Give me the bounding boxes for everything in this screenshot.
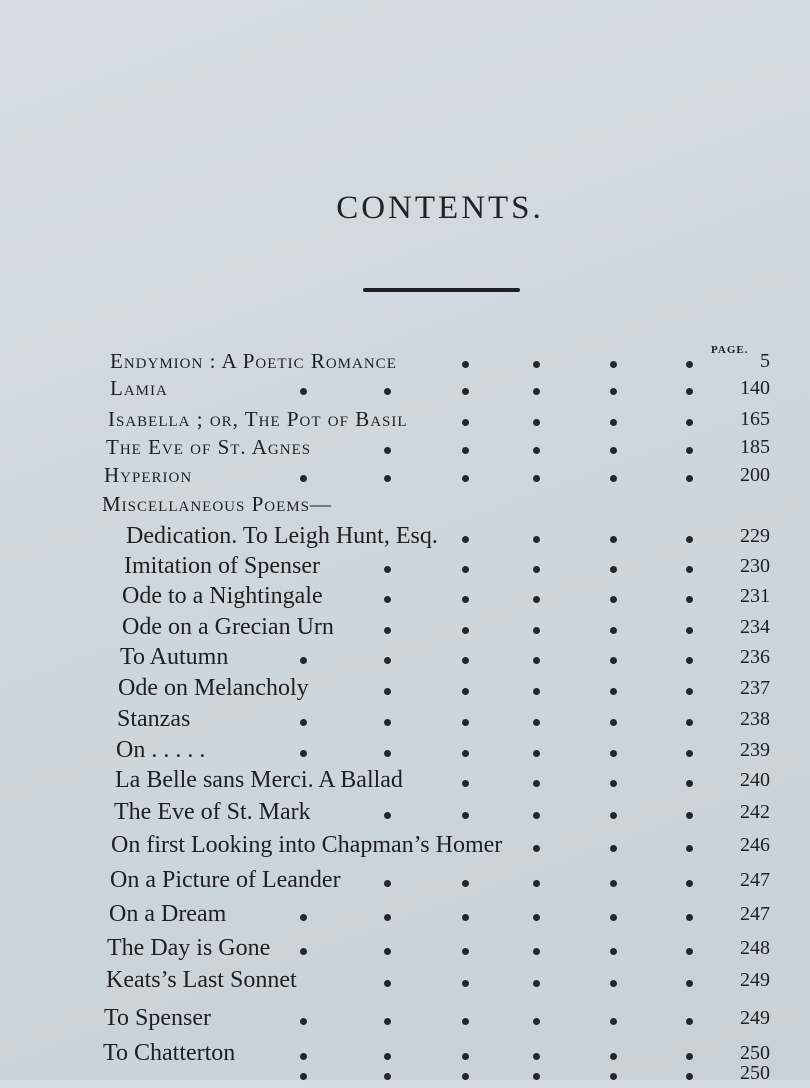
leader-dot bbox=[610, 780, 617, 787]
entry-title: Hyperion bbox=[104, 463, 193, 487]
leader-dot bbox=[533, 688, 540, 695]
leader-dot bbox=[384, 388, 391, 395]
leader-dot bbox=[610, 536, 617, 543]
leader-dot bbox=[610, 657, 617, 664]
leader-dot bbox=[610, 980, 617, 987]
leader-dot bbox=[610, 914, 617, 921]
leader-dot bbox=[462, 536, 469, 543]
leader-dot bbox=[384, 447, 391, 454]
leader-dot bbox=[462, 780, 469, 787]
toc-entry bbox=[0, 735, 810, 765]
leader-dot bbox=[384, 688, 391, 695]
entry-title: On a Dream bbox=[109, 901, 227, 927]
leader-dot bbox=[610, 845, 617, 852]
leader-dot bbox=[300, 1018, 307, 1025]
entry-page: 238 bbox=[740, 708, 770, 730]
entry-title: The Day is Gone bbox=[107, 935, 271, 961]
leader-dot bbox=[610, 750, 617, 757]
leader-dot bbox=[610, 880, 617, 887]
leader-dot bbox=[533, 475, 540, 482]
entry-title: Ode on a Grecian Urn bbox=[122, 614, 334, 640]
leader-dot bbox=[462, 475, 469, 482]
leader-dot bbox=[384, 596, 391, 603]
entry-page: 185 bbox=[740, 436, 770, 458]
leader-dot bbox=[384, 475, 391, 482]
leader-dot bbox=[384, 880, 391, 887]
leader-dot bbox=[610, 447, 617, 454]
leader-dot bbox=[462, 419, 469, 426]
page-column-label: PAGE. bbox=[711, 344, 749, 356]
leader-dot bbox=[610, 627, 617, 634]
leader-dot bbox=[462, 657, 469, 664]
leader-dot bbox=[533, 880, 540, 887]
entry-title: To Autumn bbox=[120, 644, 229, 670]
toc-entry bbox=[0, 704, 810, 734]
toc-entry bbox=[0, 373, 810, 403]
leader-dot bbox=[384, 627, 391, 634]
toc-entry bbox=[0, 346, 810, 376]
entry-page: 237 bbox=[740, 677, 770, 699]
leader-dot bbox=[533, 780, 540, 787]
leader-dot bbox=[686, 596, 693, 603]
leader-dot bbox=[462, 1073, 469, 1080]
entry-page: 240 bbox=[740, 769, 770, 791]
leader-dot bbox=[300, 475, 307, 482]
entry-title: The Eve of St. Mark bbox=[114, 799, 311, 825]
leader-dot bbox=[686, 566, 693, 573]
toc-entry bbox=[0, 830, 810, 860]
leader-dot bbox=[686, 719, 693, 726]
leader-dot bbox=[384, 948, 391, 955]
toc-entry bbox=[0, 1003, 810, 1033]
leader-dot bbox=[686, 845, 693, 852]
leader-dot bbox=[686, 812, 693, 819]
entry-page: 140 bbox=[740, 377, 770, 399]
leader-dot bbox=[610, 475, 617, 482]
toc-entry bbox=[0, 673, 810, 703]
leader-dot bbox=[686, 948, 693, 955]
leader-dot bbox=[384, 1073, 391, 1080]
entry-title: Ode to a Nightingale bbox=[122, 583, 323, 609]
leader-dot bbox=[462, 627, 469, 634]
leader-dot bbox=[533, 750, 540, 757]
entry-title: Imitation of Spenser bbox=[124, 553, 320, 579]
entry-page: 200 bbox=[740, 464, 770, 486]
leader-dot bbox=[462, 812, 469, 819]
leader-dot bbox=[384, 657, 391, 664]
leader-dot bbox=[533, 447, 540, 454]
leader-dot bbox=[462, 880, 469, 887]
toc-entry bbox=[0, 899, 810, 929]
leader-dot bbox=[533, 914, 540, 921]
leader-dot bbox=[384, 914, 391, 921]
entry-page: 236 bbox=[740, 646, 770, 668]
leader-dot bbox=[686, 627, 693, 634]
leader-dot bbox=[300, 657, 307, 664]
entry-page: 249 bbox=[740, 969, 770, 991]
leader-dot bbox=[462, 750, 469, 757]
leader-dot bbox=[300, 914, 307, 921]
leader-dot bbox=[686, 1073, 693, 1080]
leader-dot bbox=[610, 948, 617, 955]
leader-dot bbox=[384, 812, 391, 819]
leader-dot bbox=[533, 657, 540, 664]
leader-dot bbox=[686, 1018, 693, 1025]
leader-dot bbox=[384, 566, 391, 573]
leader-dot bbox=[462, 566, 469, 573]
entry-page: 230 bbox=[740, 555, 770, 577]
leader-dot bbox=[610, 1073, 617, 1080]
toc-entry bbox=[0, 765, 810, 795]
leader-dot bbox=[686, 750, 693, 757]
toc-entry bbox=[0, 551, 810, 581]
leader-dot bbox=[533, 596, 540, 603]
toc-entry bbox=[0, 797, 810, 827]
leader-dot bbox=[384, 750, 391, 757]
leader-dot bbox=[384, 719, 391, 726]
leader-dot bbox=[686, 780, 693, 787]
entry-page: 5 bbox=[760, 350, 770, 372]
toc-entry bbox=[0, 865, 810, 895]
leader-dot bbox=[462, 948, 469, 955]
leader-dot bbox=[686, 914, 693, 921]
entry-page: 234 bbox=[740, 616, 770, 638]
leader-dot bbox=[686, 536, 693, 543]
leader-dot bbox=[384, 980, 391, 987]
entry-page: 231 bbox=[740, 585, 770, 607]
entry-title: La Belle sans Merci. A Ballad bbox=[115, 767, 403, 793]
leader-dot bbox=[533, 812, 540, 819]
leader-dot bbox=[686, 361, 693, 368]
leader-dot bbox=[533, 1018, 540, 1025]
leader-dot bbox=[300, 719, 307, 726]
toc-entry bbox=[0, 933, 810, 963]
leader-dot bbox=[533, 948, 540, 955]
leader-dot bbox=[462, 447, 469, 454]
entry-title: The Eve of St. Agnes bbox=[106, 435, 312, 459]
entry-title: Lamia bbox=[110, 376, 168, 400]
leader-dot bbox=[300, 1073, 307, 1080]
entry-title: On a Picture of Leander bbox=[110, 867, 341, 893]
leader-dot bbox=[533, 719, 540, 726]
leader-dot bbox=[462, 596, 469, 603]
leader-dot bbox=[533, 419, 540, 426]
leader-dot bbox=[610, 361, 617, 368]
leader-dot bbox=[462, 361, 469, 368]
entry-title: Ode on Melancholy bbox=[118, 675, 309, 701]
leader-dot bbox=[462, 980, 469, 987]
toc-entry bbox=[0, 581, 810, 611]
toc-entry bbox=[0, 642, 810, 672]
toc-entry bbox=[0, 965, 810, 995]
entry-title: To Spenser bbox=[104, 1005, 211, 1031]
leader-dot bbox=[686, 980, 693, 987]
toc-entry bbox=[0, 432, 810, 462]
entry-title: On . . . . . bbox=[116, 737, 206, 763]
entry-page: 250 bbox=[740, 1042, 770, 1064]
leader-dot bbox=[533, 980, 540, 987]
leader-dot bbox=[462, 914, 469, 921]
leader-dot bbox=[300, 388, 307, 395]
leader-dot bbox=[533, 845, 540, 852]
contents-heading: CONTENTS. bbox=[336, 190, 544, 226]
leader-dot bbox=[686, 688, 693, 695]
leader-dot bbox=[686, 475, 693, 482]
leader-dot bbox=[686, 447, 693, 454]
entry-title: To Chatterton bbox=[103, 1040, 236, 1066]
leader-dot bbox=[610, 812, 617, 819]
toc-entry bbox=[0, 521, 810, 551]
leader-dot bbox=[533, 1073, 540, 1080]
entry-page: 248 bbox=[740, 937, 770, 959]
heading-rule bbox=[363, 288, 520, 292]
leader-dot bbox=[533, 536, 540, 543]
leader-dot bbox=[300, 948, 307, 955]
leader-dot bbox=[686, 880, 693, 887]
entry-title: On first Looking into Chapman’s Homer bbox=[111, 832, 503, 858]
entry-page: 242 bbox=[740, 801, 770, 823]
toc-entry bbox=[0, 404, 810, 434]
entry-page: 246 bbox=[740, 834, 770, 856]
entry-page: 239 bbox=[740, 739, 770, 761]
entry-title: Dedication. To Leigh Hunt, Esq. bbox=[126, 523, 438, 549]
toc-entry bbox=[0, 612, 810, 642]
leader-dot bbox=[610, 566, 617, 573]
toc-entry bbox=[0, 1058, 810, 1088]
leader-dot bbox=[462, 688, 469, 695]
leader-dot bbox=[462, 388, 469, 395]
entry-page: 250 bbox=[740, 1062, 770, 1084]
leader-dot bbox=[610, 719, 617, 726]
leader-dot bbox=[686, 419, 693, 426]
entry-title: Stanzas bbox=[117, 706, 191, 732]
leader-dot bbox=[384, 1018, 391, 1025]
leader-dot bbox=[533, 388, 540, 395]
entry-page: 165 bbox=[740, 408, 770, 430]
leader-dot bbox=[462, 719, 469, 726]
entry-title: Miscellaneous Poems— bbox=[102, 492, 332, 516]
leader-dot bbox=[533, 627, 540, 634]
leader-dot bbox=[686, 388, 693, 395]
leader-dot bbox=[533, 566, 540, 573]
leader-dot bbox=[610, 688, 617, 695]
leader-dot bbox=[300, 750, 307, 757]
entry-page: 229 bbox=[740, 525, 770, 547]
entry-page: 247 bbox=[740, 869, 770, 891]
leader-dot bbox=[610, 419, 617, 426]
leader-dot bbox=[462, 1018, 469, 1025]
entry-title: Keats’s Last Sonnet bbox=[106, 967, 297, 993]
entry-page: 247 bbox=[740, 903, 770, 925]
leader-dot bbox=[610, 1018, 617, 1025]
leader-dot bbox=[686, 657, 693, 664]
entry-title: Isabella ; or, The Pot of Basil bbox=[108, 407, 408, 431]
leader-dot bbox=[610, 596, 617, 603]
leader-dot bbox=[533, 361, 540, 368]
toc-entry bbox=[0, 489, 810, 519]
entry-page: 249 bbox=[740, 1007, 770, 1029]
leader-dot bbox=[610, 388, 617, 395]
entry-title: Endymion : A Poetic Romance bbox=[110, 349, 397, 373]
toc-entry bbox=[0, 460, 810, 490]
